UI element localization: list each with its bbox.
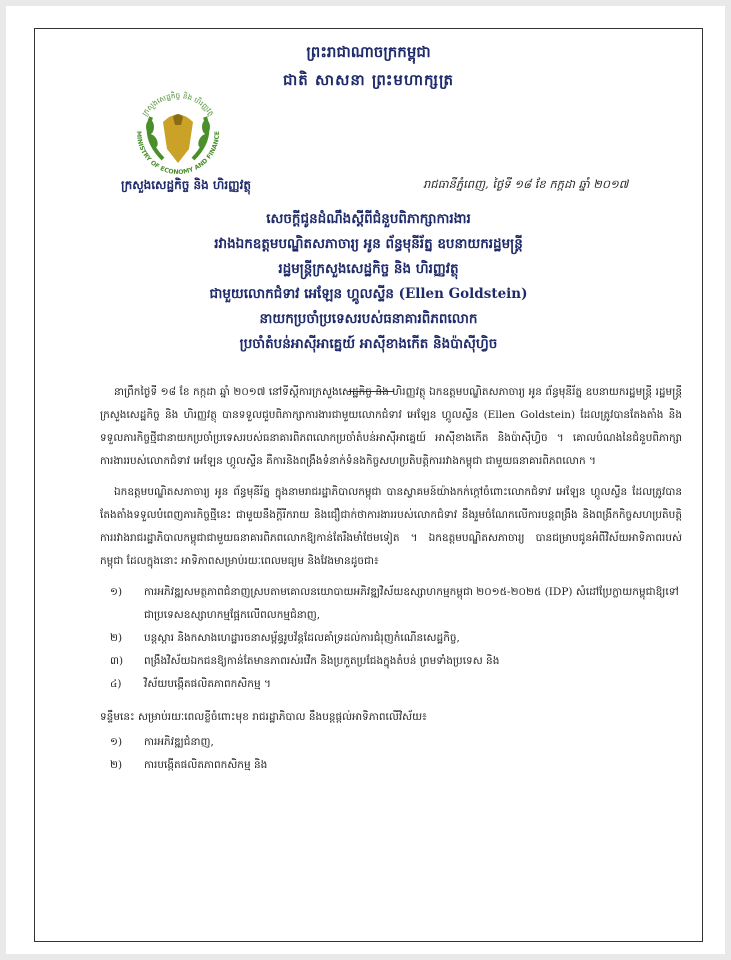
list-item bbox=[100, 627, 682, 650]
list-number: ៤) bbox=[110, 678, 122, 690]
list-text: បន្តស្តារ និងកសាងហេដ្ឋារចនាសម្ព័ន្ធរូបវ័ន្តដែលគាំទ្រដល់ការជំរុញកំណើនសេដ្ឋកិច្ច, bbox=[144, 632, 460, 644]
title-line: សេចក្តីជូនដំណឹងស្តីពីជំនួបពិភាក្សាការងារ bbox=[266, 211, 471, 227]
list-item bbox=[100, 731, 682, 754]
list-text: ការអភិវឌ្ឍជំនាញ, bbox=[144, 736, 214, 748]
paragraph: នាព្រឹកថ្ងៃទី ១៨ ខែ កក្កដា ឆ្នាំ ២០១៧ នៅទីស្តីការក្រសួងសេដ្ឋកិច្ច និង ហិរញ្ញវត្ថុ ឯកឧត្តមបណ្ឌិតសភាចារ្យ អូន ព័ន្ធមុនីរ័ត្ន ឧបនាយករដ្ឋមន្ត្រី រដ្ឋមន្ត្រីក្រសួងសេដ្ឋកិច្ច និង ហិរញ្ញវត្ថុ បានទទួលជួបពិភាក្សាការងារជាមួយលោកជំទាវ អេឡែន ហ្គូលស្ទីន (Ellen Goldstein) ដែលត្រូវបានតែងតាំង និងទទួលភារកិច្ចថ្មីជានាយកប្រចាំប្រទេសរបស់ធនាគារពិភពលោកប្រចាំតំបន់អាស៊ីអាគ្នេយ៍ អាស៊ីខាងកើត និងប៉ាស៊ីហ្វិច ។ គោលបំណងនៃជំនួបពិភាក្សាការងាររបស់លោកជំទាវ អេឡែន ហ្គូលស្ទីន គឺការនិងពង្រឹងទំនាក់ទំនងកិច្ចសហប្រតិបត្តិការរវាងកម្ពុជា ជាមួយធនាគារពិភពលោក ។ bbox=[100, 386, 682, 467]
list-text: ការបង្កើតផលិតភាពកសិកម្ម និង bbox=[144, 759, 268, 771]
announcement-title bbox=[35, 207, 702, 357]
list-number: ២) bbox=[110, 759, 123, 771]
list-text: វិស័យបង្កើតផលិតភាពកសិកម្ម ។ bbox=[144, 678, 271, 690]
list-number: ៣) bbox=[110, 655, 124, 667]
list-item bbox=[100, 650, 682, 673]
ministry-logo bbox=[123, 77, 233, 187]
logo-text-top: ក្រសួងសេដ្ឋកិច្ច និង ហិរញ្ញវត្ថុ bbox=[140, 90, 216, 118]
national-motto: ជាតិ សាសនា ព្រះមហាក្សត្រ bbox=[283, 71, 454, 89]
title-line: នាយកប្រចាំប្រទេសរបស់ធនាគារពិភពលោក bbox=[259, 311, 478, 327]
logo-bird-emblem bbox=[163, 114, 193, 163]
title-line: ជាមួយលោកជំទាវ អេឡែន ហ្គូលស្ទីន (Ellen Goldstein) bbox=[209, 286, 528, 302]
logo-text-bottom: MINISTRY OF ECONOMY AND FINANCE bbox=[134, 130, 222, 177]
short-term-lead: ទន្ទឹមនេះ សម្រាប់រយៈពេលខ្លីចំពោះមុខ រាជរដ្ឋាភិបាល នឹងបន្តផ្តល់អាទិភាពលើវិស័យ៖ bbox=[100, 711, 427, 723]
title-line: រដ្ឋមន្ត្រីក្រសួងសេដ្ឋកិច្ច និង ហិរញ្ញវត្ថុ bbox=[278, 261, 459, 277]
priority-list-short-term bbox=[100, 731, 682, 777]
document-page bbox=[6, 6, 725, 954]
title-line: ប្រចាំតំបន់អាស៊ីអាគ្នេយ៍ អាស៊ីខាងកើត និងប៉ាស៊ីហ្វិច bbox=[239, 336, 498, 352]
priority-list-long-term bbox=[100, 581, 682, 696]
list-number: ២) bbox=[110, 632, 123, 644]
list-text: ការអភិវឌ្ឍសមត្ថភាពជំនាញស្របតាមគោលនយោបាយអភិវឌ្ឍវិស័យឧស្សាហកម្មកម្ពុជា ២០១៥-២០២៥ (IDP) សំដៅប្រែក្លាយកម្ពុជាឱ្យទៅជាប្រទេសឧស្សាហកម្មផ្អែកលើពលកម្មជំនាញ, bbox=[144, 586, 679, 621]
paragraph: ឯកឧត្តមបណ្ឌិតសភាចារ្យ អូន ព័ន្ធមុនីរ័ត្ន ក្នុងនាមរាជរដ្ឋាភិបាលកម្ពុជា បានស្វាគមន៍យ៉ាងកក់ក្តៅចំពោះលោកជំទាវ អេឡែន ហ្គូលស្ទីន ដែលត្រូវបានតែងតាំងទទួលបំពេញភារកិច្ចថ្មីនេះ ជាមួយនឹងក្តីរីករាយ និងជឿជាក់ថាការងាររបស់លោកជំទាវ នឹងរួមចំណែកលើការបន្តពង្រឹង និងពង្រីកកិច្ចសហប្រតិបត្តិការរវាងរាជរដ្ឋាភិបាលកម្ពុជាជាមួយធនាគារពិភពលោកឱ្យកាន់តែរឹងមាំថែមទៀត ។ ឯកឧត្តមបណ្ឌិតសភាចារ្យ បានជម្រាបជូនអំពីវិស័យអាទិភាពរបស់កម្ពុជា ដែលក្នុងនោះ អាទិភាពសម្រាប់រយៈពេលមធ្យម និងវែងមានដូចជា៖ bbox=[100, 486, 682, 567]
ministry-name: ក្រសួងសេដ្ឋកិច្ច និង ហិរញ្ញវត្ថុ bbox=[121, 178, 251, 192]
list-item bbox=[100, 581, 682, 627]
list-text: ពង្រឹងវិស័យឯកជនឱ្យកាន់តែមានភាពរស់រវើក និងប្រកួតប្រជែងក្នុងតំបន់ ព្រមទាំងប្រទេស និង bbox=[144, 655, 500, 667]
document-body bbox=[100, 381, 682, 787]
date-line: រាជធានីភ្នំពេញ, ថ្ងៃទី ១៨ ខែ កក្កដា ឆ្នាំ ២០១៧ bbox=[423, 177, 629, 191]
list-number: ១) bbox=[110, 586, 123, 598]
list-number: ១) bbox=[110, 736, 123, 748]
title-line: រវាងឯកឧត្តមបណ្ឌិតសភាចារ្យ អូន ព័ន្ធមុនីរ័ត្ន ឧបនាយករដ្ឋមន្ត្រី bbox=[214, 236, 523, 252]
list-item bbox=[100, 754, 682, 777]
list-item bbox=[100, 673, 682, 696]
kingdom-heading: ព្រះរាជាណាចក្រកម្ពុជា bbox=[306, 43, 431, 61]
